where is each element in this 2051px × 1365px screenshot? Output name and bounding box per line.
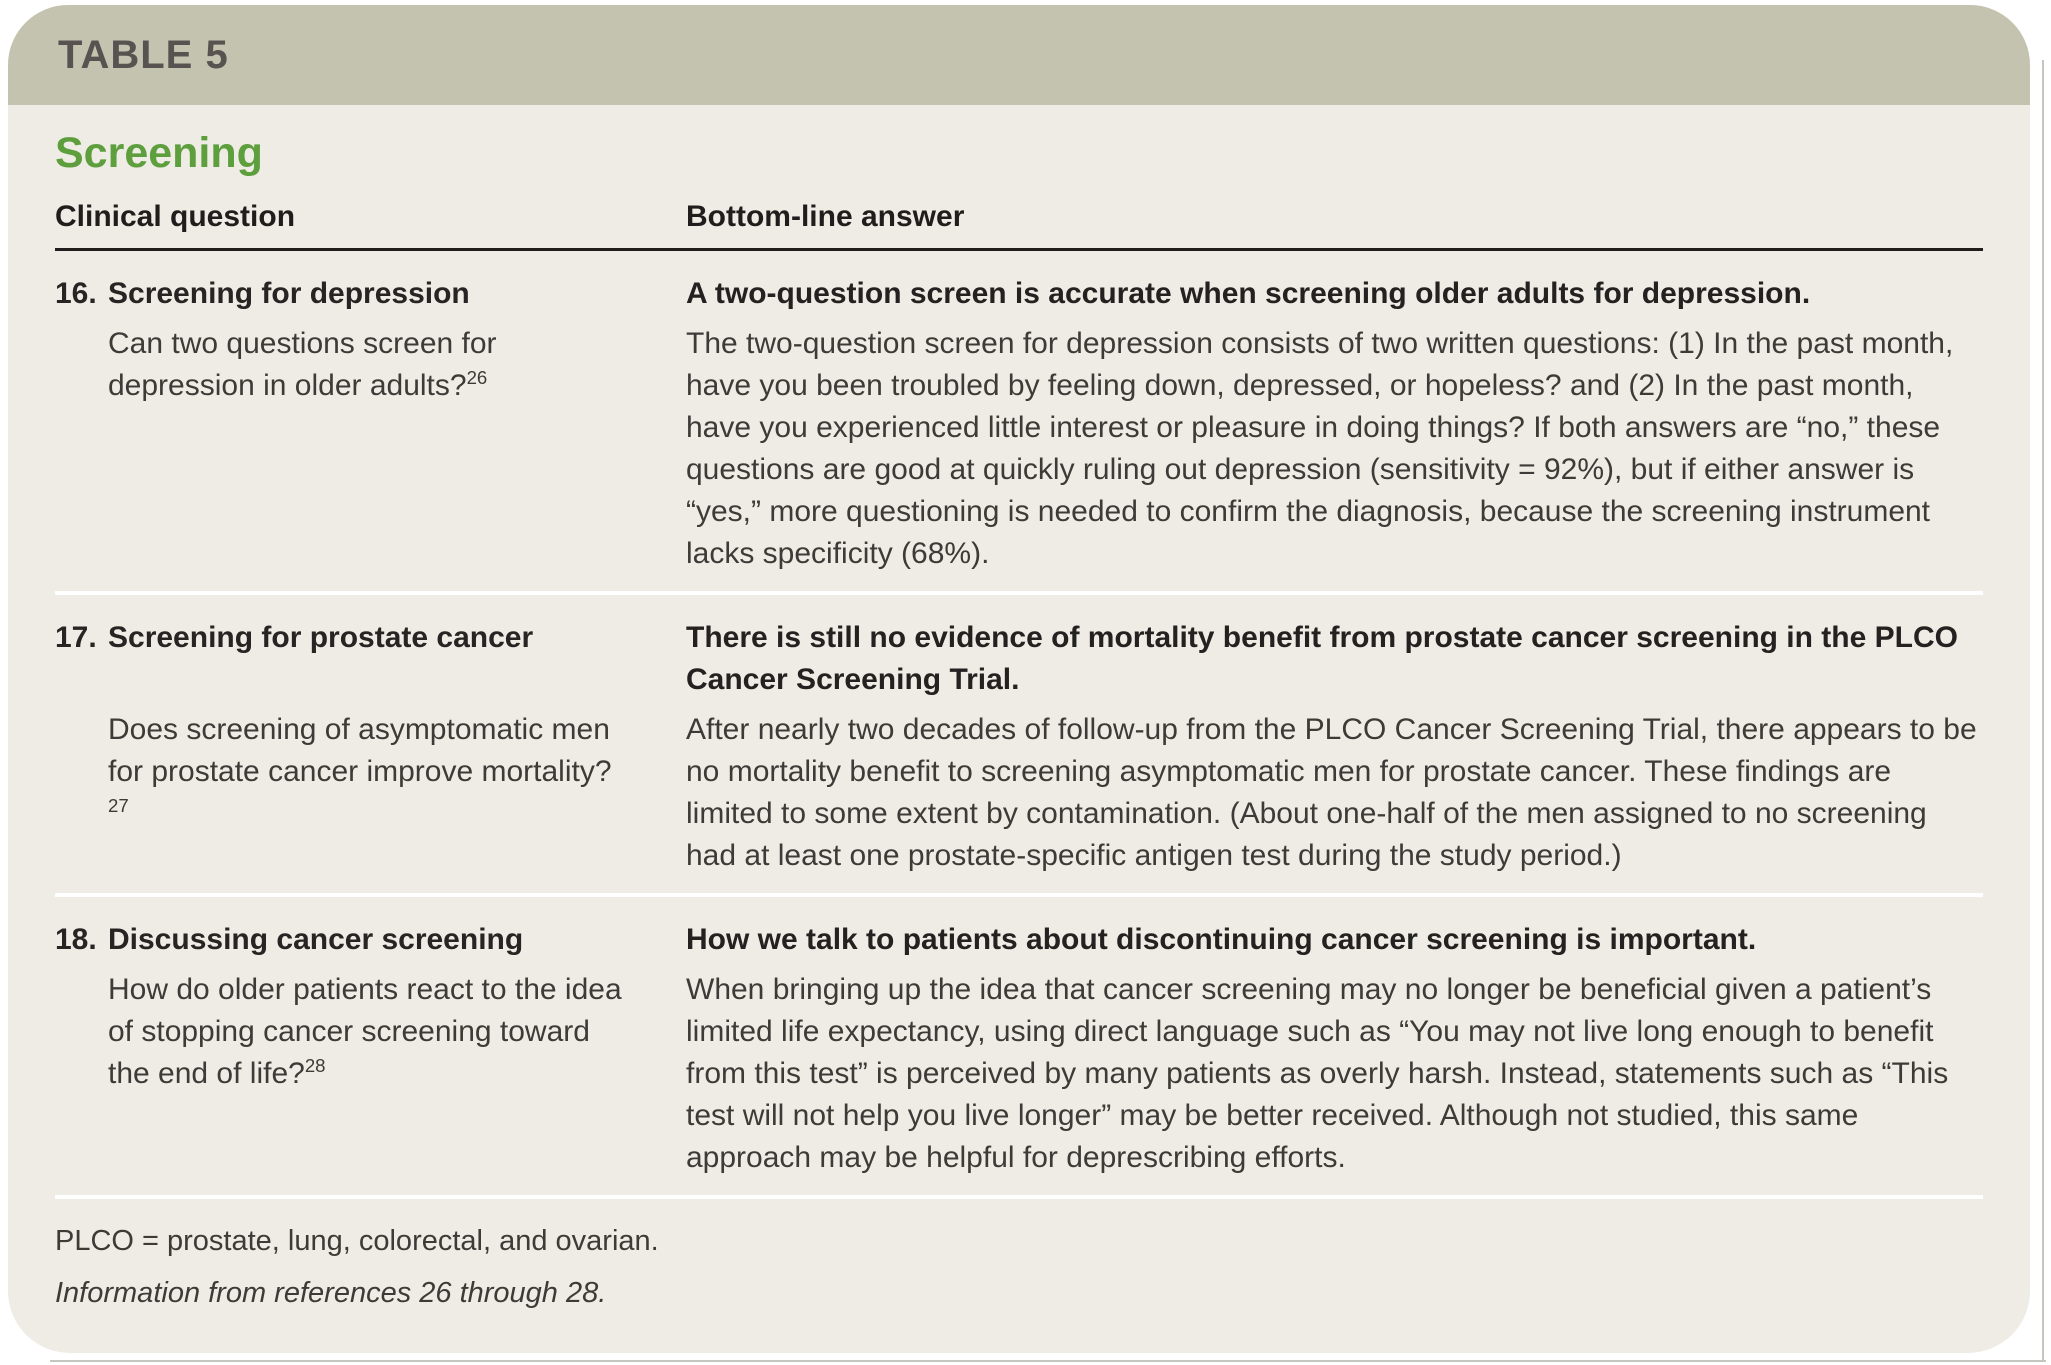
row-number: 16. [55,277,97,310]
table-row [55,897,1983,1195]
answer-lead: How we talk to patients about discontinuing cancer screening is important. [686,923,1757,956]
page-edge-right [2042,60,2044,1360]
page-edge-bottom [50,1360,2046,1362]
table-title: Screening [55,129,263,177]
row-heading-text: Screening for depression [108,277,470,310]
footnotes [55,1199,1983,1311]
question-text: How do older patients react to the idea of stopping cancer screening toward the end of life? [108,973,622,1090]
answer-lead: A two-question screen is accurate when screening older adults for depression. [686,277,1811,310]
row-number: 17. [55,621,97,654]
answer-body: The two-question screen for depression consists of two written questions: (1) In the past month, have you been troubled by feeling down, depressed, or hopeless? and (2) In the past month, have you experienced little interest or pleasure in doing things? If both answers are “no,” these questions are good at quickly ruling out depression (sensitivity = 92%), but if either answer is “yes,” more questioning is needed to confirm the diagnosis, because the screening instrument lacks specificity (68%). [686,327,1954,570]
question-text: Does screening of asymptomatic men for prostate cancer improve mortality? [108,713,612,788]
column-header-answer: Bottom-line answer [686,200,965,233]
clinical-question [55,323,628,407]
answer-body: After nearly two decades of follow-up from the PLCO Cancer Screening Trial, there appears to be no mortality benefit to screening asymptomatic men for prostate cancer. These findings are limited to some extent by contamination. (About one-half of the men assigned to no screening had at least one prostate-specific antigen test during the study period.) [686,713,1977,872]
row-heading-text: Discussing cancer screening [108,923,524,956]
answer-body: When bringing up the idea that cancer screening may no longer be beneficial given a patient’s limited life expectancy, using direct language such as “You may not live long enough to benefit from this test” is perceived by many patients as overly harsh. Instead, statements such as “This test will not help you live longer” may be better received. Although not studied, this same approach may be helpful for deprescribing efforts. [686,973,1949,1174]
row-heading [55,617,645,659]
source-note: Information from references 26 through 28. [55,1277,607,1309]
abbreviation-note: PLCO = prostate, lung, colorectal, and ovarian. [55,1225,659,1257]
clinical-question [55,969,628,1095]
table-number-label: TABLE 5 [58,32,229,77]
question-text: Can two questions screen for depression in older adults? [108,327,497,402]
reference-superscript: 27 [108,795,129,816]
row-heading [55,273,645,315]
reference-superscript: 26 [466,367,488,388]
row-heading [55,919,645,961]
column-headers [55,200,1983,234]
answer-lead: There is still no evidence of mortality benefit from prostate cancer screening in the PLCO Cancer Screening Trial. [686,621,1958,696]
clinical-question [55,709,628,835]
row-heading-text: Screening for prostate cancer [108,621,534,654]
reference-superscript: 28 [304,1055,326,1076]
table-body [8,129,2030,1341]
table-row [55,251,1983,591]
table-card [8,5,2030,1353]
column-header-question: Clinical question [55,200,296,233]
table-header-band [8,5,2030,105]
row-number: 18. [55,923,97,956]
table-row [55,595,1983,893]
